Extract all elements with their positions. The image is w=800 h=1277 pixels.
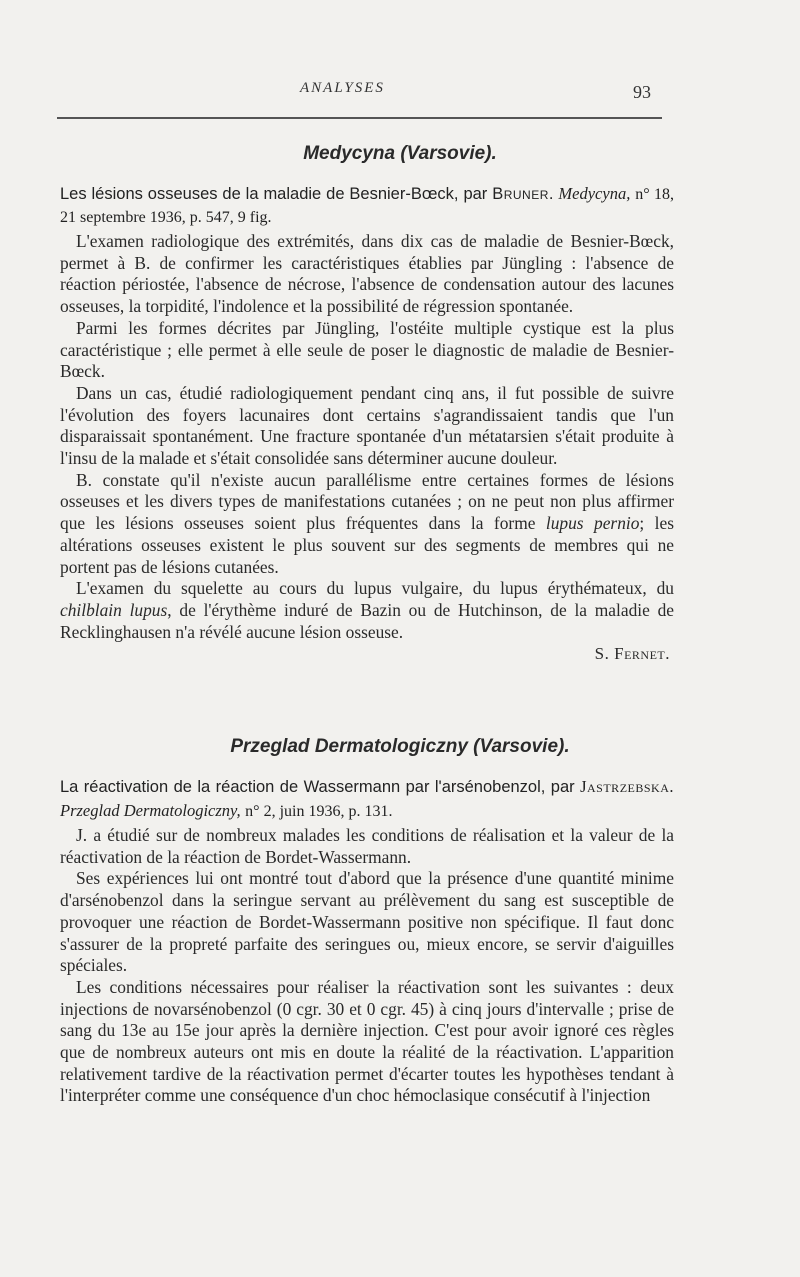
paragraph: Parmi les formes décrites par Jüngling, l'ostéite multiple cystique est la plus caractéristique ; elle permet à elle seule de poser le diagnostic de maladie de Besnier-Bœck. — [60, 317, 674, 382]
paragraph: J. a étudié sur de nombreux malades les conditions de réalisation et la valeur de la réactivation de la réaction de Bordet-Wassermann. — [60, 825, 674, 867]
signature: S. Fernet. — [594, 644, 670, 664]
title-text: La réactivation de la réaction de Wassermann par l'arsénobenzol, — [60, 778, 546, 796]
paragraph: Dans un cas, étudié radiologiquement pendant cinq ans, il fut possible de suivre l'évolution des foyers lacunaires dont certains s'agrandissaient tandis que l'un disparaissait spontanément. Une fracture spontanée d'un métatarsien s'était produite à l'insu de la malade et s'était consolidée sans déterminer aucune douleur. — [60, 382, 674, 469]
paragraph — [60, 578, 674, 643]
paragraph — [60, 470, 674, 579]
author-name: Bruner — [492, 185, 549, 203]
page-number: 93 — [633, 82, 651, 102]
title-by: par — [463, 185, 488, 203]
title-by: par — [550, 778, 575, 796]
paragraph: L'examen radiologique des extrémités, dans dix cas de maladie de Besnier-Bœck, permet à B. de confirmer les caractéristiques établies par Jüngling : l'absence de réaction périostée, l'absence de nécrose, l'absence de condensation autour des lacunes osseuses, la torpidité, l'indolence et la possibilité de régression spontanée. — [60, 231, 674, 317]
text-run: B. constate qu'il n'existe aucun parallélisme entre certaines formes de lésions osseuses et les divers types de manifestations cutanées ; on ne peut non plus affirmer que les lésions osseuses soient plus fréquentes dans la forme — [60, 469, 674, 534]
article-przeglad — [60, 775, 674, 1107]
article-title — [60, 775, 674, 823]
text-run: L'examen du squelette au cours du lupus vulgaire, du lupus érythémateux, du — [76, 578, 674, 599]
citation: n° 18, 21 septembre 1936, p. 547, 9 fig. — [60, 186, 674, 226]
journal-heading-przeglad: Przeglad Dermatologiczny (Varsovie). — [230, 736, 570, 757]
paragraph: Ses expériences lui ont montré tout d'abord que la présence d'une quantité minime d'arsénobenzol dans la seringue servant au prélèvement du sang est susceptible de provoquer une réaction de Bordet-Wassermann positive non spécifique. Il faut donc s'assurer de la propreté parfaite des seringues ou, mieux encore, se servir d'aiguilles spéciales. — [60, 868, 674, 976]
author-name: Jastrzebska. — [580, 777, 674, 796]
journal-heading-medycyna: Medycyna (Varsovie). — [303, 143, 497, 164]
journal-ref: Przeglad Dermatologiczny, — [60, 801, 241, 820]
running-title: ANALYSES — [300, 80, 385, 96]
italic-term: chilblain lupus — [60, 599, 168, 620]
paragraph: Les conditions nécessaires pour réaliser la réactivation sont les suivantes : deux injections de novarsénobenzol (0 cgr. 30 et 0 cgr. 45) à cinq jours d'intervalle ; prise de sang du 13e au 15e jour après la dernière injection. C'est pour avoir ignoré ces règles que de nombreux auteurs ont mis en doute la réalité de la réactivation. L'apparition relativement tardive de la réactivation permet d'écarter toutes les hypothèses tendant à l'interpréter comme une conséquence d'un choc hémoclasique consécutif à l'injection — [60, 976, 674, 1106]
citation: n° 2, juin 1936, p. 131. — [245, 803, 393, 820]
title-text: Les lésions osseuses de la maladie de Besnier-Bœck, — [60, 185, 459, 203]
text-run: ; les altérations osseuses existent le plus souvent sur des segments de membres qui ne portent pas de lésions cutanées. — [60, 513, 675, 577]
header-rule — [57, 117, 662, 119]
article-title: Les lésions osseuses de la maladie de Besnier-Bœck, par Bruner. Medycyna, n° 18, 21 septembre 1936, p. 547, 9 fig. — [60, 184, 674, 226]
running-head — [0, 80, 800, 102]
text-run: , de l'érythème induré de Bazin ou de Hutchinson, de la maladie de Recklinghausen n'a révélé aucune lésion osseuse. — [60, 599, 674, 642]
journal-ref: Medycyna, — [558, 184, 631, 203]
article-medycyna — [60, 182, 674, 665]
italic-term: lupus pernio — [545, 513, 640, 534]
